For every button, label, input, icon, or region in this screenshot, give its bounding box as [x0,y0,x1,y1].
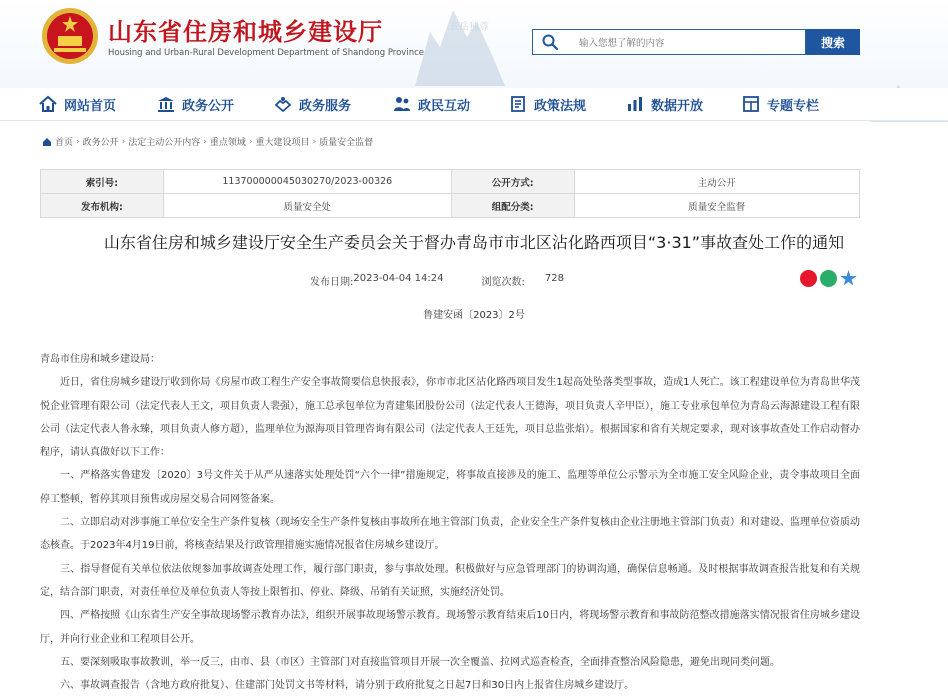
nav-item-label: 数据开放 [651,98,704,114]
search-box[interactable] [532,29,806,55]
book-icon [508,94,528,114]
nav-item-home[interactable] [38,94,116,114]
breadcrumb-link-home[interactable]: 首页 [55,138,74,148]
paragraph: 五、要深刻吸取事故教训，举一反三，由市、县（市区）主管部门对直接监管项目开展一次全覆盖、拉网式巡查检查，全面排查整治风险隐患，避免出现同类问题。 [60,656,780,668]
home-icon [42,137,52,147]
nav-item-label: 网站首页 [64,98,117,114]
document-number: 鲁建安函〔2023〕2号 [423,310,525,321]
article-body [40,348,860,697]
category-value: 质量安全监督 [574,194,859,218]
breadcrumb: 首页 › 政务公开 › 法定主动公开内容 › 重点领域 › 重大建设项目 › 质量安全监督 [42,135,373,148]
nav-item-label: 政务服务 [299,98,352,114]
nav-item-label: 政务公开 [182,98,235,114]
paragraph: 六、事故调查报告（含地方政府批复）、住建部门处罚文书等材料，请分别于政府批复之日起7日和30日内上报省住房城乡建设厅。 [60,680,635,692]
nav-item-data[interactable] [625,94,703,114]
search-icon [541,33,559,51]
hands-icon [273,94,293,114]
index-no-value: 113700000045030270/2023-00326 [163,170,451,194]
site-subtitle: Housing and Urban-Rural Development Department of Shandong Province [108,48,424,58]
views-count: 728 [544,273,564,284]
publish-mode-label: 公开方式: [451,170,574,194]
issuer-value: 质量安全处 [163,194,451,218]
site-title: 山东省住房和城乡建设厅 [108,18,383,46]
category-label: 组配分类: [451,194,574,218]
nav-item-policy[interactable] [508,94,586,114]
search-input[interactable] [577,32,801,54]
paragraph: 一、严格落实鲁建发〔2020〕3号文件关于从严从速落实处理处罚“六个一律”措施规定，将事故直接涉及的施工、监理等单位公示警示为全市施工安全风险企业，责令事故项目全面停工整顿，暂停其项目预售或房屋交易合同网签备案。 [40,470,860,505]
share-buttons [800,270,857,287]
search-button[interactable]: 搜索 [806,29,860,55]
weibo-share-icon[interactable] [800,270,817,287]
building-icon [156,94,176,114]
nav-item-label: 政策法规 [534,98,587,114]
nav-item-topics[interactable] [741,94,819,114]
breadcrumb-link-open-affairs[interactable]: 政务公开 [82,138,119,148]
national-emblem-icon [40,6,100,66]
article-title: 山东省住房和城乡建设厅安全生产委员会关于督办青岛市市北区沾化路西项目“3·31”事故查处工作的通知 [103,233,845,252]
wechat-share-icon[interactable] [820,270,837,287]
breadcrumb-link-statutory[interactable]: 法定主动公开内容 [128,138,201,148]
publish-mode-value: 主动公开 [574,170,859,194]
paragraph: 四、严格按照《山东省生产安全事故现场警示教育办法》，组织开展事故现场警示教育。现场警示教育结束后10日内，将现场警示教育和事故防范整改措施落实情况报省住房城乡建设厅，并向行业企业和工程项目公开。 [40,610,860,645]
nav-item-services[interactable] [273,94,351,114]
svg-text:五岳独尊: 五岳独尊 [449,22,489,33]
index-no-label: 索引号: [41,170,164,194]
mountain-decoration-icon [405,2,515,86]
document-meta-table [40,169,860,218]
paragraph: 近日，省住房城乡建设厅收到你局《房屋市政工程生产安全事故简要信息快报表》，你市市北区沾化路西项目发生1起高处坠落类型事故，造成1人死亡。该工程建设单位为青岛世华茂悦企业管理有限公司（法定代表人王文，项目负责人裴强），施工总承包单位为青建集团股份公司（法定代表人王德海，项目负责人辛甲臣），施工专业承包单位为青岛云海源建设工程有限公司（法定代表人鲁永臻，项目负责人修方超），监理单位为源海项目管理咨询有限公司（法定代表人王廷先，项目总监张焰）。根据国家和省有关规定要求，现对该事故查处工作启动督办程序，请认真做好以下工作： [40,377,860,459]
nav-item-interaction[interactable] [392,94,470,114]
main-nav [0,88,948,121]
site-header [0,0,948,88]
breadcrumb-link-key-areas[interactable]: 重点领域 [209,138,246,148]
breadcrumb-link-major-projects[interactable]: 重大建设项目 [255,138,310,148]
publish-date: 2023-04-04 14:24 [353,273,444,284]
nav-item-label: 专题专栏 [767,98,820,114]
views-label: 浏览次数: [481,277,525,288]
salutation: 青岛市住房和城乡建设局： [40,354,160,365]
home-icon [38,94,58,114]
chart-icon [625,94,645,114]
publish-date-label: 发布日期: [310,277,354,288]
paragraph: 三、指导督促有关单位依法依规参加事故调查处理工作，履行部门职责，参与事故处理。积极做好与应急管理部门的协调沟通，确保信息畅通。及时根据事故调查报告批复和有关规定，结合部门职责，对责任单位及单位负责人等按上限暂扣、停业、降级、吊销有关证照，实施经济处罚。 [40,563,860,598]
article-meta [310,273,564,288]
paragraph: 二、立即启动对涉事施工单位安全生产条件复核（现场安全生产条件复核由事故所在地主管部门负责，企业安全生产条件复核由企业注册地主管部门负责）和对建设、监理单位资质动态核查。于2023年4月19日前，将核查结果及行政管理措施实施情况报省住房城乡建设厅。 [40,517,860,552]
favorite-star-icon[interactable] [840,270,857,287]
column-icon [741,94,761,114]
nav-item-open-affairs[interactable] [156,94,234,114]
issuer-label: 发布机构: [41,194,164,218]
nav-item-label: 政民互动 [418,98,471,114]
breadcrumb-link-quality-safety[interactable]: 质量安全监督 [319,138,374,148]
people-icon [392,94,412,114]
